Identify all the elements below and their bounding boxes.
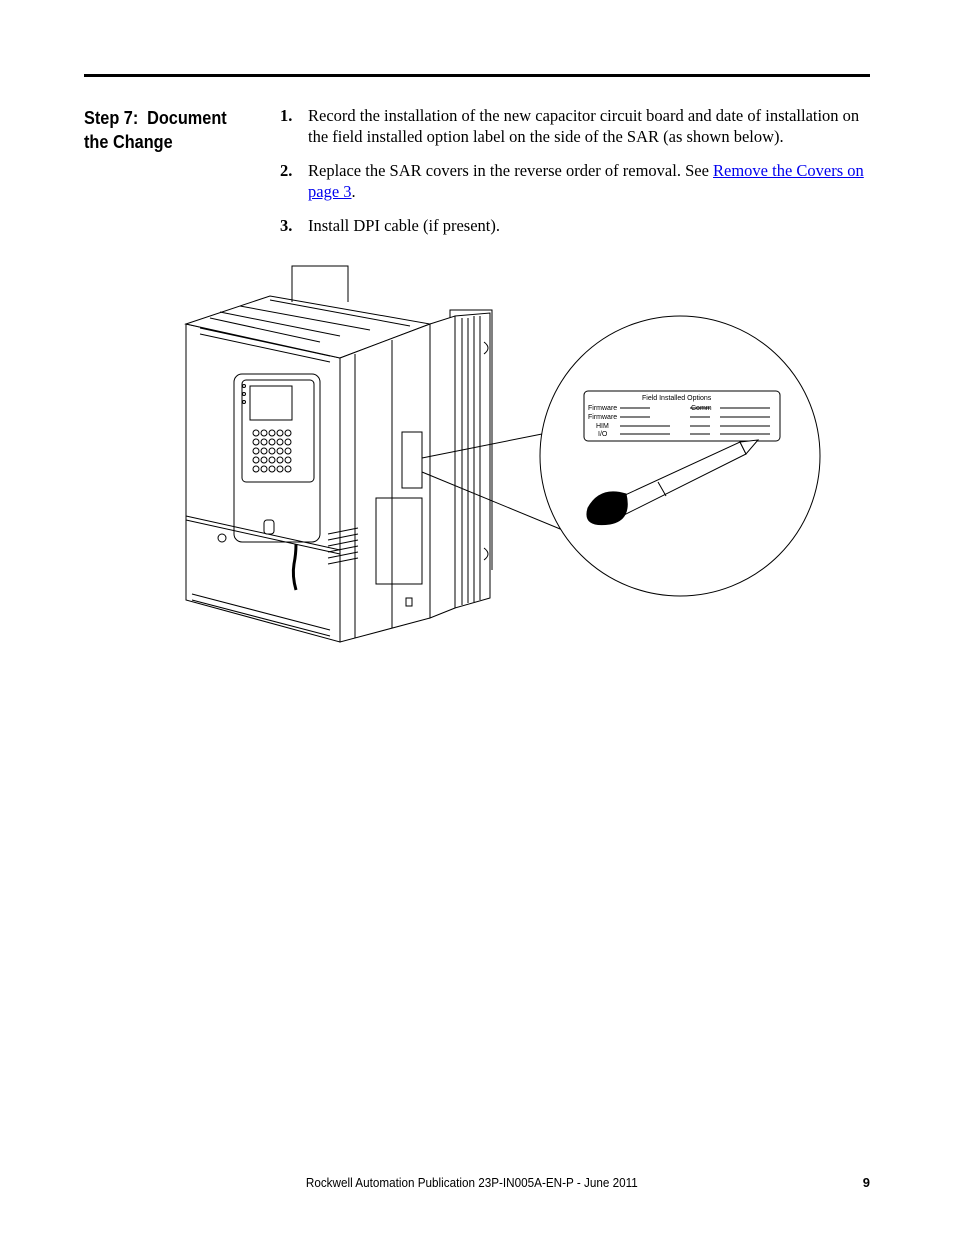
step-text: Install DPI cable (if present). — [308, 216, 500, 235]
header-rule — [84, 74, 870, 77]
page-footer — [84, 1175, 870, 1195]
step-number: 3. — [280, 216, 293, 235]
list-item — [280, 106, 870, 147]
callout-circle — [540, 316, 820, 596]
drive-enclosure — [186, 266, 492, 642]
remove-covers-link[interactable]: Remove the Covers on page 3 — [308, 161, 864, 201]
step-text-end: . — [351, 181, 356, 201]
step-number: 2. — [280, 161, 293, 180]
label-title: Field Installed Options — [642, 395, 712, 402]
label-row-firmware: Firmware — [588, 405, 618, 412]
list-item — [280, 216, 870, 237]
label-row-io: I/O — [598, 431, 608, 438]
drive-illustration — [180, 258, 830, 658]
label-comm: Comm — [691, 405, 712, 412]
step-number: 1. — [280, 106, 293, 125]
step-number: Step 7: — [84, 107, 139, 128]
step-title-line2: the Change — [84, 131, 173, 152]
step-title-line1: Document — [147, 107, 227, 128]
step-text: Replace the SAR covers in the reverse order of removal. See — [308, 161, 714, 180]
page-number: 9 — [862, 1175, 870, 1190]
list-item — [280, 161, 870, 202]
step-text: Record the installation of the new capacitor circuit board and date of installation on the field installed option label on the side of the SAR (as shown below). — [308, 106, 860, 146]
section-heading — [84, 106, 242, 154]
label-row-him: HIM — [596, 423, 609, 430]
step-list — [280, 106, 870, 251]
label-row-firmware-2: Firmware — [588, 414, 618, 421]
publication-info: Rockwell Automation Publication 23P-IN005A-EN-P - June 2011 — [306, 1175, 638, 1190]
